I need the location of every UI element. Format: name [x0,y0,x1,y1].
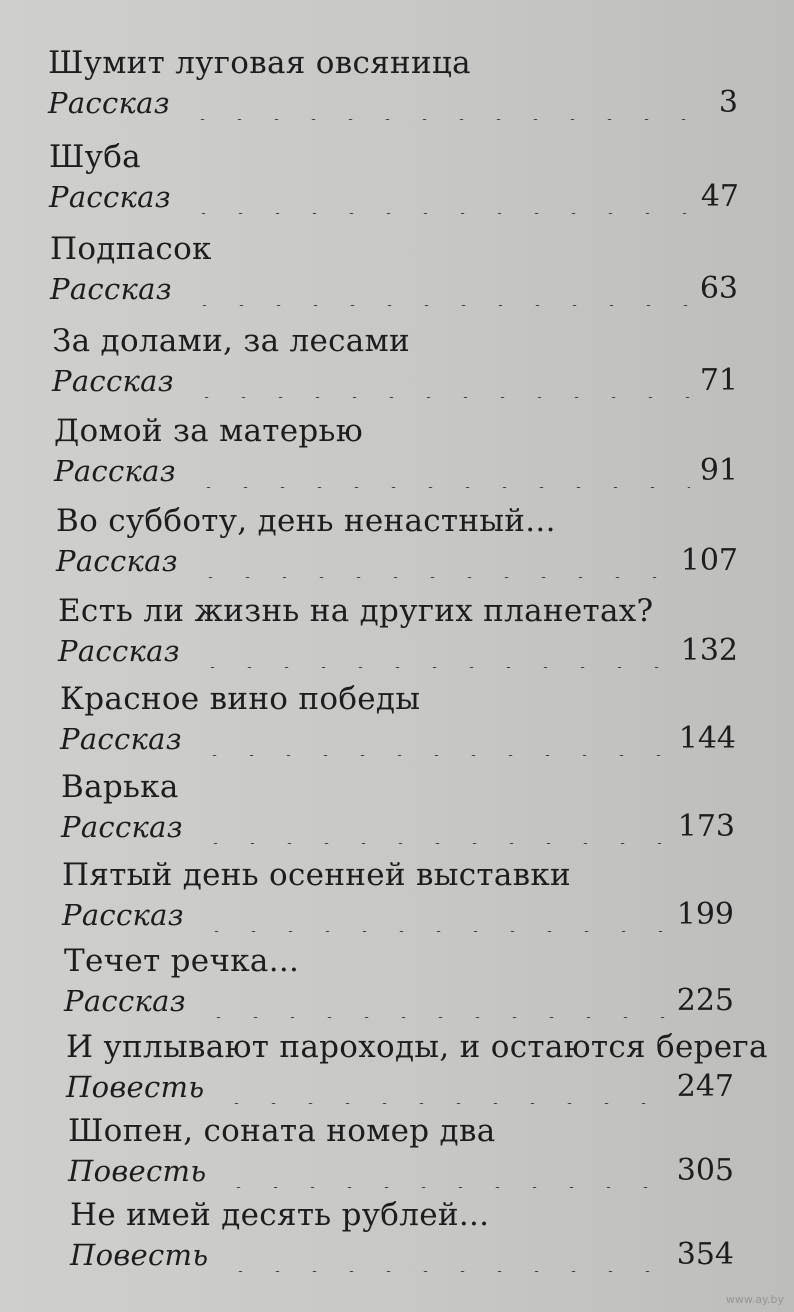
entry-genre: Повесть [66,1070,205,1104]
entry-genre: Повесть [70,1238,209,1272]
entry-title: И уплывают пароходы, и остаются берега [66,1029,768,1065]
dot-leader [220,1154,666,1188]
entry-page-number: 107 [680,543,738,578]
toc-entry [52,324,738,410]
entry-title: Шумит луговая овсяница [48,45,471,81]
dot-leader [194,634,671,668]
entry-line [70,1234,734,1272]
entry-genre: Рассказ [49,180,171,214]
entry-line [64,980,734,1018]
toc-entry [61,770,735,856]
toc-entry [68,1114,734,1200]
entry-line [68,1150,734,1188]
entry-page-number: 71 [699,363,738,398]
toc-entry [56,504,738,590]
toc-entry [54,414,738,500]
entry-page-number: 225 [676,983,734,1018]
entry-page-number: 47 [700,179,739,214]
toc-entry [48,46,738,132]
dot-leader [198,898,667,932]
entry-line [61,806,735,844]
entry-genre: Рассказ [58,634,180,668]
entry-page-number: 199 [676,897,734,932]
entry-line [58,630,738,668]
entry-line [49,176,739,214]
entry-page-number: 3 [718,85,738,120]
dot-leader [222,1238,666,1272]
entry-genre: Рассказ [61,810,183,844]
entry-title: Подпасок [50,231,212,267]
dot-leader [185,180,691,214]
toc-entry [62,858,734,944]
entry-title: Пятый день осенней выставки [62,857,572,893]
dot-leader [186,272,690,306]
entry-line [60,718,736,756]
entry-title: За долами, за лесами [52,323,410,359]
dot-leader [184,86,709,120]
entry-line [62,894,734,932]
entry-page-number: 305 [676,1153,734,1188]
toc-entry [66,1029,768,1116]
entry-page-number: 91 [699,453,738,488]
entry-genre: Рассказ [54,454,176,488]
toc-entry [49,140,739,226]
toc-entry [64,944,734,1030]
entry-title: Есть ли жизнь на других планетах? [58,593,654,629]
entry-genre: Рассказ [62,898,184,932]
entry-genre: Рассказ [60,722,182,756]
entry-line [52,360,738,398]
entry-genre: Рассказ [64,984,186,1018]
entry-title: Варька [61,769,179,805]
entry-page-number: 247 [676,1069,734,1104]
toc-entry [60,682,736,768]
dot-leader [190,454,690,488]
entry-line [66,1066,734,1104]
entry-title: Шуба [49,139,141,175]
entry-page-number: 173 [677,809,735,844]
dot-leader [218,1070,666,1104]
entry-page-number: 354 [676,1237,734,1272]
entry-genre: Рассказ [56,544,178,578]
watermark-text: www.ay.by [725,1293,784,1306]
entry-title: Шопен, соната номер два [68,1113,496,1149]
entry-genre: Рассказ [50,272,172,306]
dot-leader [192,544,671,578]
entry-title: Красное вино победы [60,681,421,717]
toc-entry [70,1198,734,1284]
entry-page-number: 63 [699,271,738,306]
entry-page-number: 144 [678,721,736,756]
entry-genre: Рассказ [52,364,174,398]
dot-leader [200,984,667,1018]
entry-genre: Рассказ [48,86,170,120]
entry-line [48,82,738,120]
entry-line [50,268,738,306]
entry-line [56,540,738,578]
entry-genre: Повесть [68,1154,207,1188]
dot-leader [196,722,669,756]
toc-entry [58,594,738,680]
entry-title: Во субботу, день ненастный... [56,503,556,539]
dot-leader [188,364,690,398]
toc-entry [50,232,738,318]
dot-leader [197,810,668,844]
entry-title: Течет речка... [64,943,300,979]
entry-line [54,450,738,488]
entry-title: Домой за матерью [54,413,364,449]
entry-title: Не имей десять рублей... [70,1197,490,1233]
entry-page-number: 132 [680,633,738,668]
